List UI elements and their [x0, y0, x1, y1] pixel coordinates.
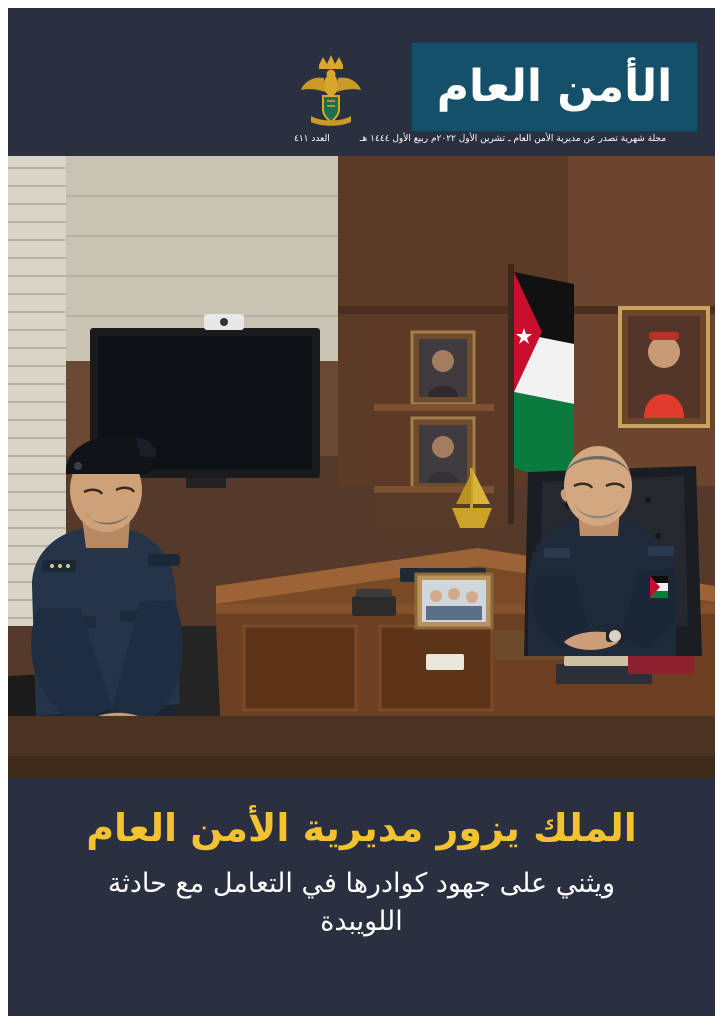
headline-sub: ويثني على جهود كوادرها في التعامل مع حادثة اللويبدة	[107, 867, 616, 938]
cover-photo	[8, 156, 715, 778]
masthead-tagline: مجلة شهرية تصدر عن مديرية الأمن العام ـ تشرين الأول ٢٠٢٢م ربيع الأول ١٤٤٤ هـ	[359, 134, 667, 144]
magazine-title: الأمن العام	[436, 61, 673, 112]
issue-number: العدد ٤١١	[294, 134, 330, 144]
masthead-title-block	[411, 42, 698, 132]
public-security-crest-icon	[299, 52, 363, 128]
headline-band	[8, 778, 715, 1016]
masthead-band	[8, 8, 715, 156]
headline-main: الملك يزور مديرية الأمن العام	[86, 806, 637, 850]
